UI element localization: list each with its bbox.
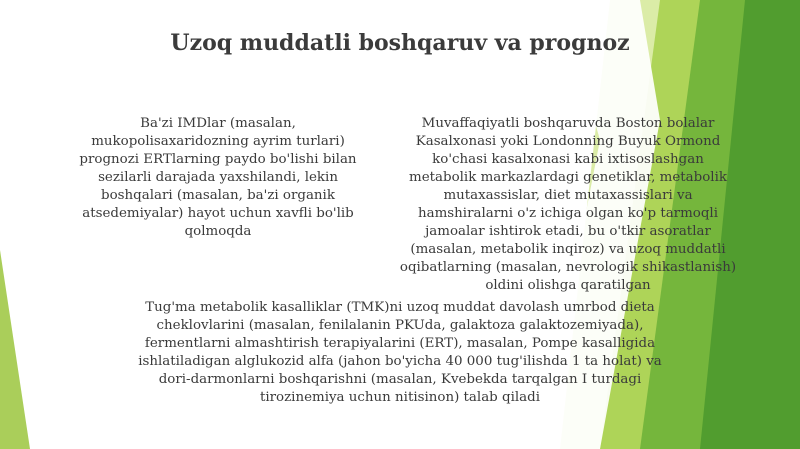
slide-title: Uzoq muddatli boshqaruv va prognoz: [170, 30, 630, 56]
right-text-block: Muvaffaqiyatli boshqaruvda Boston bolalar Kasalxonasi yoki Londonning Buyuk Ormond ko'chasi kasalxonasi kabi ixtisoslashgan metabolik markazlardagi genetiklar, metabolik mutaxassislar, diet mutaxassislari va hamshiralarni o'z ichiga olgan ko'p tarmoqli jamoalar ishtirok etadi, bu o'tkir asoratlar (masalan, metabolik inqiroz) va uzoq muddatli oqibatlarning (masalan, nevrologik shikastlanish) oldini olishga qaratilgan: [399, 116, 737, 293]
left-green-accent: [0, 250, 30, 449]
left-text-block: Ba'zi IMDlar (masalan, mukopolisaxaridozning ayrim turlari) prognozi ERTlarning paydo bo'lishi bilan sezilarli darajada yaxshilandi, lekin boshqalari (masalan, ba'zi organik atsedemiyalar) hayot uchun xavfli bo'lib qolmoqda: [79, 116, 357, 239]
bottom-text-block: Tug'ma metabolik kasalliklar (TMK)ni uzoq muddat davolash umrbod dieta cheklovlarini (masalan, fenilalanin PKUda, galaktoza galaktozemiyada), fermentlarni almashtirish terapiyalarini (ERT), masalan, Pompe kasalligida ishlatiladigan alglukozid alfa (jahon bo'yicha 40 000 tug'ilishda 1 ta holat) va dori-darmonlarni boshqarishni (masalan, Kvebekda tarqalgan I turdagi tirozinemiya uchun nitisinon) talab qiladi: [138, 300, 662, 405]
